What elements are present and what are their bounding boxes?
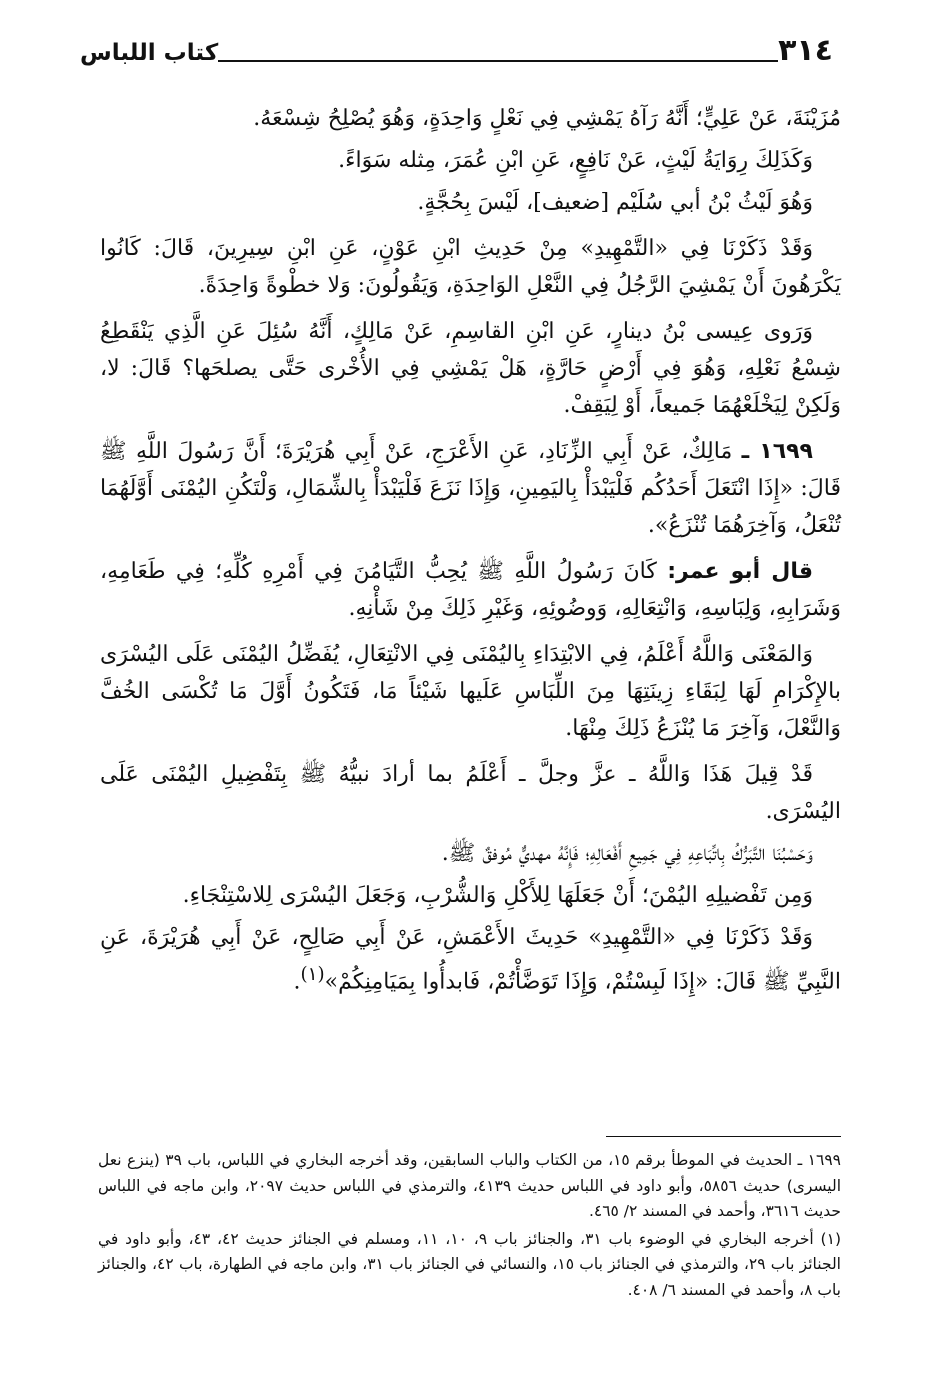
hadith-number: ١٦٩٩ ـ: [741, 439, 813, 464]
hadith-paragraph: [100, 433, 841, 544]
footnote-ref: (١): [300, 964, 325, 985]
commentary-paragraph: [100, 553, 841, 627]
page-number: ٣١٤: [778, 33, 833, 68]
paragraph: وَرَوى عِيسى بْنُ دينارٍ، عَنِ ابْنِ القاسِمِ، عَنْ مَالِكٍ، أَنَّهُ سُئِلَ عَنِ الَّذِي يَنْقَطِعُ شِسْعُ نَعْلِهِ، وَهُوَ فِي أَرْضٍ حَارَّةٍ، هَلْ يَمْشِي فِي الأُخْرى حَتَّى يصلحَها؟ قَالَ: لا، وَلَكِنْ لِيَخْلَعْهُمَا جَميعاً، أَوْ لِيَقِفْ.: [100, 319, 841, 418]
footnote: ١٦٩٩ ـ الحديث في الموطأ برقم ١٥، من الكتاب والباب السابقين، وقد أخرجه البخاري في اللباس، باب ٣٩ (ينزع نعل اليسرى) حديث ٥٨٥٦، وأبو داود في اللباس حديث ٤١٣٩، والترمذي في اللباس حديث ٢٠٩٧، وابن ماجه في اللباس حديث ٣٦١٦، وأحمد في المسند ٢/ ٤٦٥.: [98, 1151, 841, 1220]
paragraph: وَمِن تَفْضيلِهِ اليُمْنَ؛ أَنْ جَعَلَهَا لِلأَكْلِ وَالشُّرْبِ، وَجَعَلَ اليُسْرَى لِلاسْتِنْجَاءِ.: [182, 883, 813, 908]
footnotes: [98, 1148, 841, 1305]
footnote: (١) أخرجه البخاري في الوضوء باب ٣١، والجنائز باب ٩، ١٠، ١١، ومسلم في الجنائز حديث ٤٢، ٤٣، وأبو داود في الجنائز باب ٢٩، والترمذي في الجنائز باب ١٥، والنسائي في الجنائز باب ٣١، وابن ماجه في الطهارة، باب ٤٢، والجنائز باب ٨، وأحمد في المسند ٦/ ٤٠٨.: [98, 1229, 841, 1299]
footnote-divider: [606, 1136, 841, 1137]
header-rule: [218, 60, 778, 62]
paragraph: وَالمَعْنَى وَاللَّهُ أَعْلَمُ، فِي الابْتِدَاءِ بِاليُمْنَى فِي الانْتِعَالِ، يُفَضِّلُ اليُمْنَى عَلَى اليُسْرَى بالإِكْرَامِ لَهَا لِبَقَاءِ زِينَتِهَا مِنَ اللِّبَاسِ عَلَيها شَيْئاً مَا، فَتَكُونُ أَوَّلَ مَا تُكْسَى الخُفَّ وَالنَّعْلَ، وَآخِرَ مَا يُنْزَعُ ذَلِكَ مِنْهَا.: [100, 642, 841, 741]
paragraph: وَقَدْ ذَكَرْنَا فِي «التَّمْهِيدِ» مِنْ حَدِيثِ ابْنِ عَوْنٍ، عَنِ ابْنِ سِيرِينَ، قَالَ: كَانُوا يَكْرَهُونَ أَنْ يَمْشِيَ الرَّجُلُ فِي النَّعْلِ الوَاحِدَةِ، وَيَقُولُونَ: وَلا خطْوةً وَاحِدَةً.: [100, 236, 841, 298]
commentary-lead: قال أبو عمر:: [667, 559, 813, 584]
paragraph: وَكَذَلِكَ رِوَايَةُ لَيْثٍ، عَنْ نَافِعٍ، عَنِ ابْنِ عُمَرَ، مِثله سَوَاءً.: [338, 148, 813, 173]
paragraph: مُزَيْنَةَ، عَنْ عَلِيٍّ؛ أَنَّهُ رَآهُ يَمْشِي فِي نَعْلٍ وَاحِدَةٍ، وَهُوَ يُصْلِحُ شِسْعَهُ.: [253, 106, 841, 131]
main-text: [100, 100, 841, 1005]
paragraph: وَحَسْبُنَا التَّبَرُّكُ بِاتِّبَاعِهِ فِي جَمِيعِ أَفْعَالِهِ؛ فَإِنَّهُ مهديٌّ مُوفقٌ ﷺ.: [441, 841, 813, 866]
paragraph-text: وَقَدْ ذَكَرْنَا فِي «التَّمْهِيدِ» حَدِيثَ الأَعْمَشِ، عَنْ أَبِي صَالِحٍ، عَنْ أَبِي هُرَيْرَةَ، عَنِ النَّبِيِّ ﷺ قَالَ: «إِذَا لَبِسْتُمْ، وَإِذَا تَوَضَّأْتُمْ، فَابدأُوا بِمَيَامِنِكُمْ»: [100, 925, 841, 995]
page-header: [74, 28, 839, 68]
paragraph: قَدْ قِيلَ هَذَا وَاللَّهُ ـ عزَّ وجلَّ ـ أَعْلَمُ بما أرادَ نبيُّهُ ﷺ بِتَفْضِيلِ اليُمْنَى عَلَى اليُسْرَى.: [100, 762, 841, 824]
paragraph: وَهُوَ لَيْثُ بْنُ أبي سُلَيْم [ضعيف]، لَيْسَ بِحُجَّةٍ.: [417, 190, 813, 215]
book-title: كتاب اللباس: [80, 40, 219, 66]
hadith-text: مَالِكٌ، عَنْ أَبِي الزِّنَادِ، عَنِ الأَعْرَجِ، عَنْ أَبِي هُرَيْرَةَ؛ أَنَّ رَسُولَ اللَّهِ ﷺ قَالَ: «إِذَا انْتَعَلَ أَحَدُكُم فَلْيَبْدَأْ بِاليَمِينِ، وَإِذَا نَزَعَ فَلْيَبْدَأْ بِالشِّمَالِ، وَلْتَكُنِ اليُمْنَى أَوَّلَهُمَا تُنْعَلُ، وَآخِرَهُمَا تُنْزَعُ».: [100, 439, 841, 538]
commentary-text: كَانَ رَسُولُ اللَّهِ ﷺ يُحِبُّ التَّيَامُنَ فِي أَمْرِهِ كُلِّهِ؛ فِي طَعَامِهِ، وَشَرَابِهِ، وَلِبَاسِهِ، وَانْتِعَالِهِ، وَوضُوئِهِ، وَغَيْرِ ذَلِكَ مِنْ شَأْنِهِ.: [100, 559, 841, 621]
paragraph-end: .: [293, 969, 301, 995]
paragraph: [100, 919, 841, 1000]
